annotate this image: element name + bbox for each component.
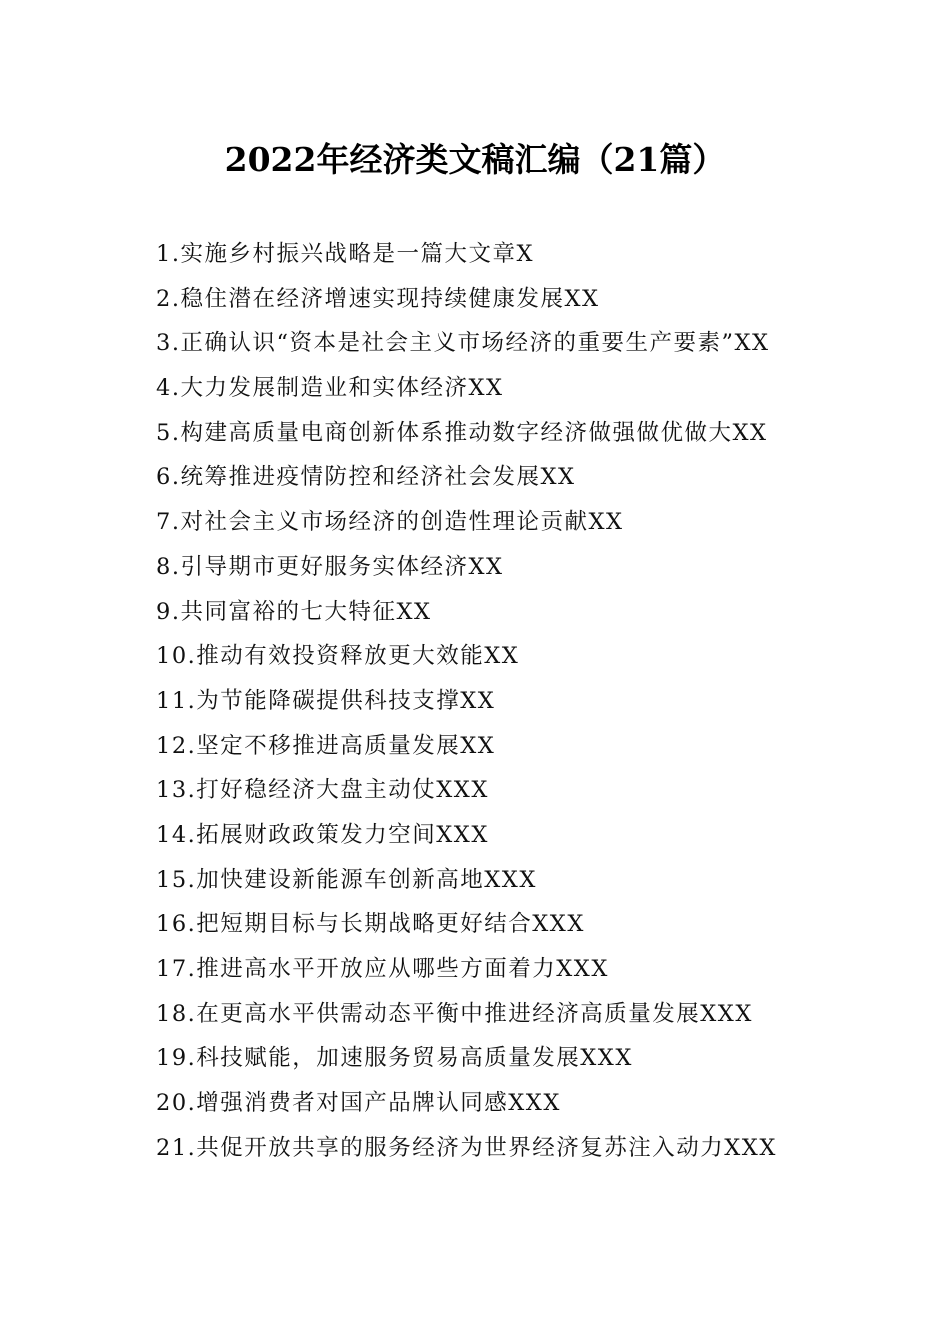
list-item: 14.拓展财政政策发力空间XXX <box>156 821 489 848</box>
list-item: 13.打好稳经济大盘主动仗XXX <box>156 777 489 804</box>
page-title: 2022年经济类文稿汇编（21篇） <box>224 140 726 179</box>
list-item: 17.推进高水平开放应从哪些方面着力XXX <box>156 956 609 982</box>
list-item: 2.稳住潜在经济增速实现持续健康发展XX <box>156 285 600 312</box>
list-item: 6.统筹推进疫情防控和经济社会发展XX <box>156 464 576 491</box>
list-item: 4.大力发展制造业和实体经济XX <box>156 375 504 402</box>
list-item: 19.科技赋能，加速服务贸易高质量发展XXX <box>156 1045 633 1072</box>
list-item: 21.共促开放共享的服务经济为世界经济复苏注入动力XXX <box>156 1134 777 1161</box>
list-item: 5.构建高质量电商创新体系推动数字经济做强做优做大XX <box>156 419 768 446</box>
list-item: 20.增强消费者对国产品牌认同感XXX <box>156 1090 561 1117</box>
list-item: 18.在更高水平供需动态平衡中推进经济高质量发展XXX <box>156 1000 753 1027</box>
article-list <box>156 234 916 1172</box>
list-item: 8.引导期市更好服务实体经济XX <box>156 553 504 580</box>
list-item: 15.加快建设新能源车创新高地XXX <box>156 866 537 893</box>
list-item: 16.把短期目标与长期战略更好结合XXX <box>156 911 585 938</box>
list-item: 10.推动有效投资释放更大效能XX <box>156 643 520 670</box>
list-item: 9.共同富裕的七大特征XX <box>156 598 432 625</box>
list-item: 7.对社会主义市场经济的创造性理论贡献XX <box>156 509 624 536</box>
list-item: 1.实施乡村振兴战略是一篇大文章X <box>156 241 534 267</box>
list-item: 11.为节能降碳提供科技支撑XX <box>156 687 496 714</box>
list-item: 3.正确认识“资本是社会主义市场经济的重要生产要素”XX <box>156 330 770 357</box>
list-item: 12.坚定不移推进高质量发展XX <box>156 732 496 759</box>
